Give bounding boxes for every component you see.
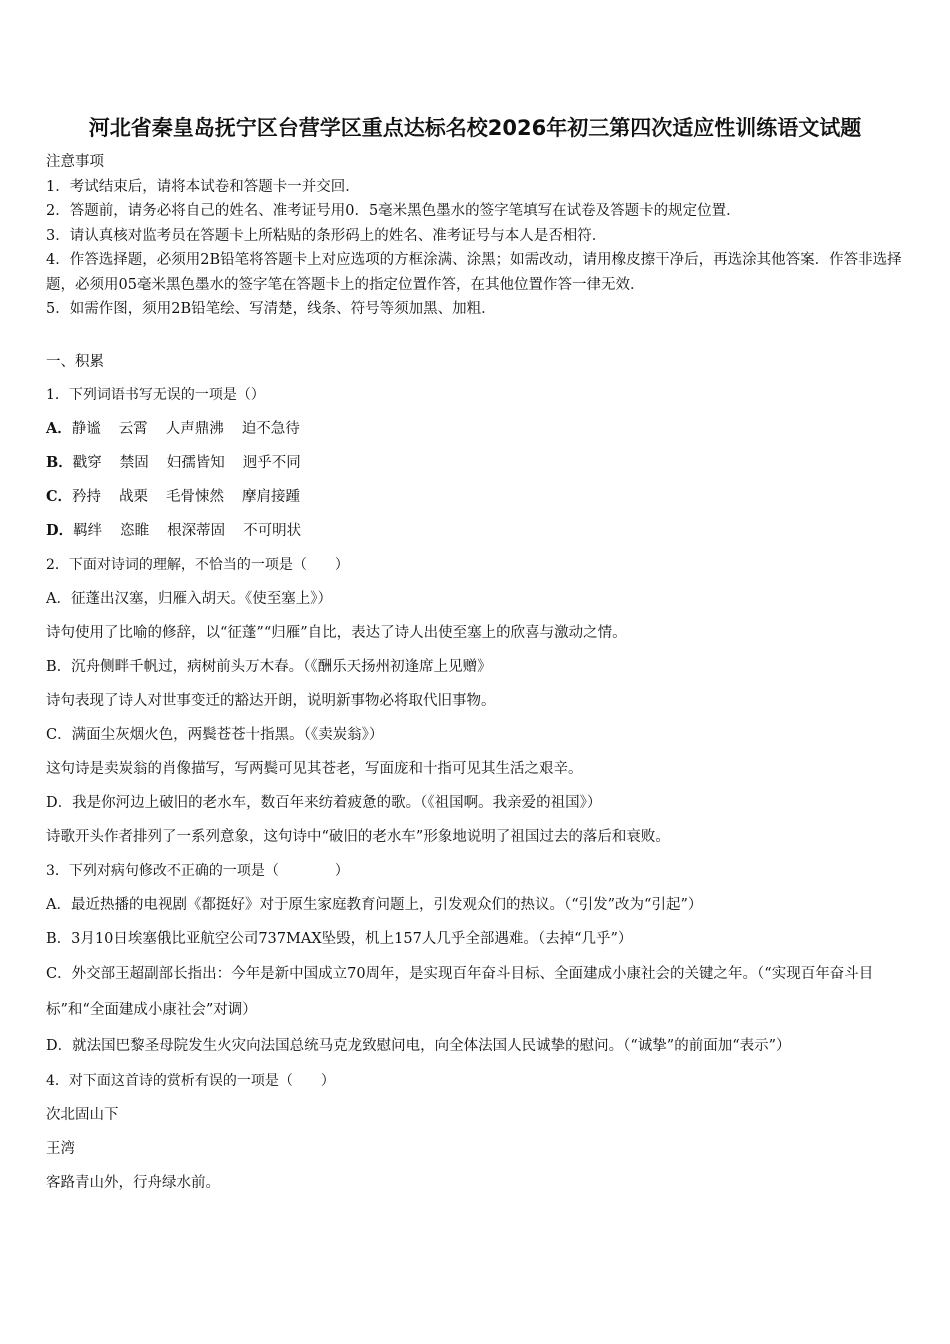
option-label: A． — [46, 420, 72, 437]
q3-option-c: C．外交部王超副部长指出：今年是新中国成立70周年，是实现百年奋斗目标、全面建成小康社会的关键之年。（“实现百年奋斗目标”和“全面建成小康社会”对调） — [46, 966, 874, 1018]
option-label: B． — [46, 454, 73, 471]
note-item: 4．作答选择题，必须用2B铅笔将答题卡上对应选项的方框涂满、涂黑；如需改动，请用橡皮擦干净后，再选涂其他答案．作答非选择题，必须用05毫米黑色墨水的签字笔在答题卡上的指定位置作答，在其他位置作答一律无效． — [46, 252, 902, 293]
page-title: 河北省秦皇岛抚宁区台营学区重点达标名校2026年初三第四次适应性训练语文试题 — [88, 116, 862, 140]
q1-option-b — [46, 446, 908, 480]
option-word: 禁固 — [119, 455, 149, 471]
option-word: 矜持 — [72, 489, 102, 505]
q3-option-b: B．3月10日埃塞俄比亚航空公司737MAX坠毁，机上157人几乎全部遇难。（去掉“几乎”） — [46, 931, 633, 947]
question-3-stem: 3．下列对病句修改不正确的一项是（ ） — [46, 863, 349, 879]
q1-option-a — [46, 412, 908, 446]
note-item: 2．答题前，请务必将自己的姓名、准考证号用0．5毫米黑色墨水的签字笔填写在试卷及答题卡的规定位置． — [46, 203, 741, 219]
q2-explanation-d: 诗歌开头作者排列了一系列意象，这句诗中“破旧的老水车”形象地说明了祖国过去的落后和衰败。 — [46, 829, 670, 845]
note-item: 1．考试结束后，请将本试卷和答题卡一并交回． — [46, 178, 360, 195]
option-word: 戳穿 — [72, 455, 102, 471]
option-word: 毛骨悚然 — [166, 489, 225, 505]
option-word: 战栗 — [119, 489, 149, 505]
note-item: 3．请认真核对监考员在答题卡上所粘贴的条形码上的姓名、准考证号与本人是否相符． — [46, 227, 607, 244]
q2-option-c: C．满面尘灰烟火色，两鬓苍苍十指黑。（《卖炭翁》） — [46, 727, 384, 743]
option-word: 妇孺皆知 — [166, 455, 225, 471]
question-2-stem: 2．下面对诗词的理解，不恰当的一项是（ ） — [46, 557, 349, 573]
notes-heading: 注意事项 — [46, 154, 104, 170]
option-word: 静谧 — [71, 421, 101, 437]
q3-option-d: D．就法国巴黎圣母院发生火灾向法国总统马克龙致慰问电，向全体法国人民诚挚的慰问。（“诚挚”的前面加“表示”） — [46, 1038, 791, 1054]
notes-section — [46, 150, 908, 322]
q1-option-d — [46, 514, 908, 548]
option-label: D． — [46, 522, 74, 539]
poem-title: 次北固山下 — [46, 1107, 119, 1123]
option-word: 云霄 — [118, 421, 148, 437]
option-word: 摩肩接踵 — [242, 489, 301, 505]
q3-option-a: A．最近热播的电视剧《都挺好》对于原生家庭教育问题上，引发观众们的热议。（“引发”改为“引起”） — [46, 897, 703, 913]
note-item: 5．如需作图，须用2B铅笔绘、写清楚，线条、符号等须加黑、加粗． — [46, 301, 496, 317]
option-word: 迥乎不同 — [242, 455, 301, 471]
q2-explanation-b: 诗句表现了诗人对世事变迁的豁达开朗，说明新事物必将取代旧事物。 — [46, 693, 496, 709]
exam-content — [46, 350, 908, 1200]
option-word: 人声鼎沸 — [165, 421, 224, 437]
section-heading: 一、积累 — [46, 354, 104, 370]
question-1-stem: 1．下列词语书写无误的一项是（） — [46, 387, 265, 403]
poem-author: 王湾 — [46, 1141, 75, 1157]
question-4-stem: 4．对下面这首诗的赏析有误的一项是（ ） — [46, 1073, 335, 1089]
option-label: C． — [46, 488, 73, 505]
q2-option-a: A．征蓬出汉塞，归雁入胡天。《使至塞上》） — [46, 591, 332, 607]
q2-option-d: D．我是你河边上破旧的老水车，数百年来纺着疲惫的歌。（《祖国啊。我亲爱的祖国》） — [46, 795, 602, 811]
option-word: 根深蒂固 — [167, 523, 226, 539]
poem-line: 客路青山外，行舟绿水前。 — [46, 1175, 220, 1191]
option-word: 不可明状 — [243, 523, 302, 539]
q1-option-c — [46, 480, 908, 514]
q2-option-b: B．沉舟侧畔千帆过，病树前头万木春。（《酬乐天扬州初逢席上见赠》 — [46, 659, 492, 675]
q2-explanation-c: 这句诗是卖炭翁的肖像描写，写两鬓可见其苍老，写面庞和十指可见其生活之艰辛。 — [46, 761, 583, 777]
option-word: 恣睢 — [120, 523, 150, 539]
option-word: 迫不急待 — [241, 421, 300, 437]
q2-explanation-a: 诗句使用了比喻的修辞，以“征蓬”“归雁”自比，表达了诗人出使至塞上的欣喜与激动之情。 — [46, 625, 627, 641]
option-word: 羁绊 — [73, 523, 103, 539]
